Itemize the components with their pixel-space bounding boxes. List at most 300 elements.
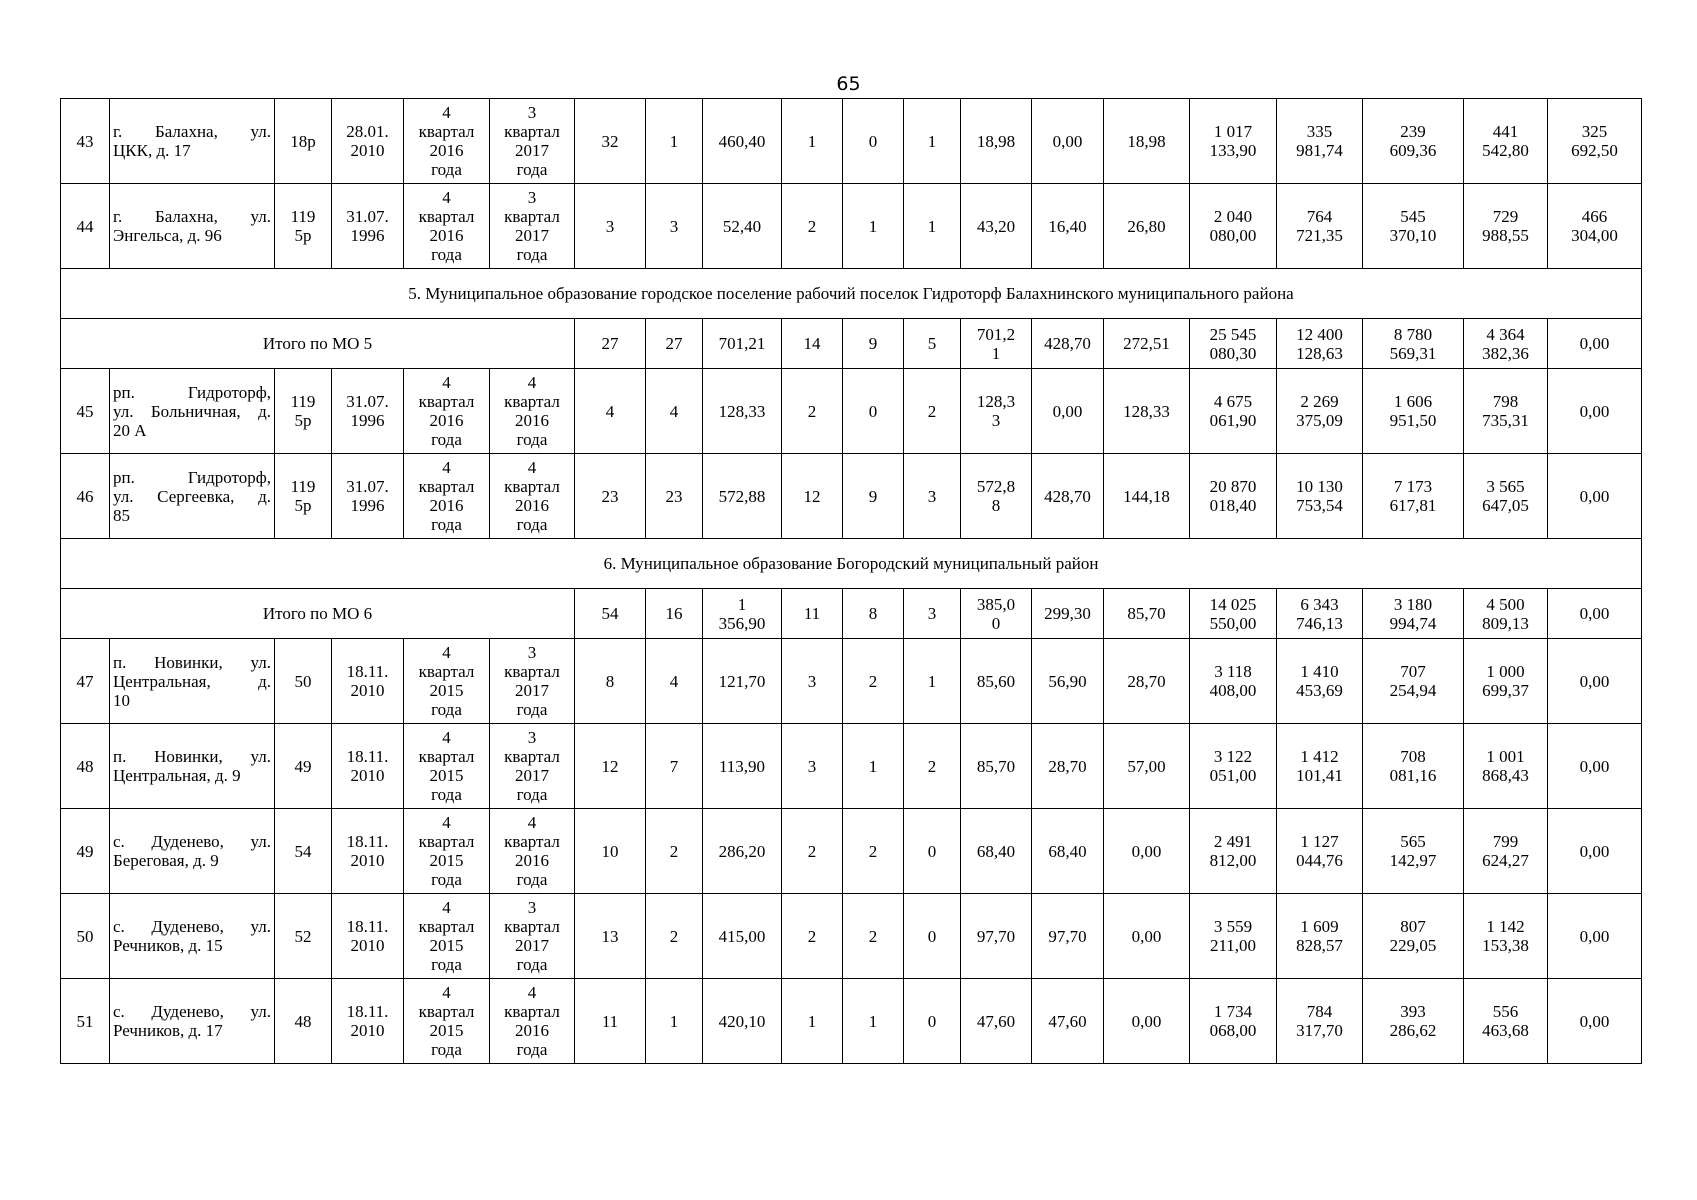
cost-extra-cell [1548, 369, 1642, 454]
cost-total-cell-line: 812,00 [1209, 851, 1257, 870]
planned-end-cell [490, 894, 575, 979]
planned-start-cell-line: 2015 [429, 766, 464, 785]
cost-fund-cell-line: 12 400 [1296, 324, 1343, 344]
planned-end-cell-line: года [516, 870, 548, 889]
flats-municipal-cell-line: 1 [927, 671, 937, 691]
address-cell-line: ул. Сергеевка, д. [113, 486, 271, 506]
flats-municipal-cell [904, 979, 961, 1064]
flats-total-cell-line: 2 [807, 401, 817, 421]
cost-fund-cell-line: 828,57 [1296, 936, 1343, 955]
flats-total-cell [782, 894, 843, 979]
cost-total-cell-line: 4 675 [1213, 392, 1253, 411]
document-date-cell-line: 2010 [350, 766, 385, 785]
cost-region-cell-line: 254,94 [1389, 681, 1437, 700]
planned-start-cell-line: квартал [418, 747, 475, 766]
area-municipal-cell-line: 272,51 [1123, 334, 1170, 353]
residents-total-cell [575, 724, 646, 809]
area-to-relocate-cell [961, 894, 1032, 979]
address-cell [110, 184, 275, 269]
cost-local-cell-line: 4 364 [1486, 324, 1525, 344]
planned-start-cell-line: 4 [442, 813, 451, 832]
area-total-cell-line: 701,21 [718, 334, 766, 353]
flats-private-cell-line: 0 [868, 401, 878, 421]
cost-total-cell [1190, 809, 1277, 894]
planned-start-cell-line: 4 [442, 373, 451, 392]
subtotal-row [61, 589, 1642, 639]
cost-fund-cell-line: 1 127 [1300, 832, 1339, 851]
cost-fund-cell-line: 1 410 [1300, 662, 1339, 681]
residents-relocated-cell [646, 809, 703, 894]
cost-total-cell-line: 080,30 [1209, 343, 1257, 363]
cost-total-cell [1190, 589, 1277, 639]
area-municipal-cell-line: 0,00 [1131, 926, 1162, 946]
cost-extra-cell-line: 692,50 [1571, 141, 1618, 160]
planned-start-cell-line: квартал [418, 122, 475, 141]
residents-relocated-cell-line: 1 [669, 131, 679, 151]
cost-fund-cell [1277, 99, 1363, 184]
area-private-cell [1032, 454, 1104, 539]
area-to-relocate-cell-line: 18,98 [976, 131, 1016, 151]
planned-end-cell-line: квартал [504, 477, 560, 496]
area-municipal-cell [1104, 454, 1190, 539]
flats-municipal-cell-line: 0 [927, 1011, 937, 1031]
area-municipal-cell [1104, 99, 1190, 184]
document-date-cell-line: 18.11. [346, 747, 389, 766]
cost-local-cell-line: 868,43 [1482, 766, 1529, 785]
table-row [61, 894, 1642, 979]
row-number-cell [61, 809, 110, 894]
planned-end-cell-line: года [516, 245, 548, 264]
area-to-relocate-cell-line: 8 [991, 496, 1001, 515]
flats-total-cell [782, 184, 843, 269]
document-number-cell [275, 369, 332, 454]
document-number-cell [275, 454, 332, 539]
cost-region-cell-line: 7 173 [1393, 477, 1433, 496]
area-total-cell [703, 724, 782, 809]
area-private-cell [1032, 99, 1104, 184]
cost-local-cell-line: 441 [1492, 122, 1519, 141]
row-number-cell-line: 49 [76, 841, 94, 861]
area-private-cell [1032, 184, 1104, 269]
planned-start-cell-line: 2015 [429, 851, 464, 870]
cost-extra-cell-line: 0,00 [1579, 841, 1610, 861]
cost-region-cell-line: 3 180 [1393, 594, 1433, 614]
cost-region-cell-line: 565 [1400, 832, 1426, 851]
area-total-cell-line: 113,90 [718, 756, 766, 776]
planned-start-cell-line: квартал [418, 662, 475, 681]
cost-local-cell-line: 988,55 [1482, 226, 1529, 245]
address-cell-line: п. Новинки, ул. [113, 747, 271, 766]
cost-region-cell [1363, 454, 1464, 539]
document-date-cell-line: 1996 [350, 496, 385, 515]
area-private-cell-line: 299,30 [1044, 604, 1091, 623]
area-to-relocate-cell-line: 128,3 [976, 392, 1016, 411]
area-total-cell [703, 369, 782, 454]
area-private-cell [1032, 589, 1104, 639]
cost-total-cell [1190, 639, 1277, 724]
planned-end-cell-line: 4 [527, 813, 537, 832]
planned-start-cell-line: года [431, 955, 462, 974]
table-row [61, 639, 1642, 724]
planned-end-cell-line: года [516, 1040, 548, 1059]
area-private-cell [1032, 369, 1104, 454]
area-to-relocate-cell-line: 572,8 [976, 477, 1016, 496]
cost-total-cell [1190, 319, 1277, 369]
cost-fund-cell [1277, 809, 1363, 894]
residents-relocated-cell-line: 23 [665, 486, 683, 506]
flats-total-cell [782, 319, 843, 369]
area-to-relocate-cell [961, 809, 1032, 894]
flats-municipal-cell [904, 369, 961, 454]
area-municipal-cell-line: 144,18 [1123, 486, 1170, 506]
address-cell-line: рп. Гидроторф, [113, 467, 271, 487]
subtotal-label [61, 319, 575, 369]
planned-end-cell [490, 454, 575, 539]
area-total-cell-line: 121,70 [718, 671, 766, 691]
flats-private-cell-line: 1 [868, 756, 878, 776]
area-private-cell [1032, 809, 1104, 894]
subtotal-row [61, 319, 1642, 369]
cost-region-cell-line: 807 [1400, 917, 1426, 936]
address-cell [110, 454, 275, 539]
cost-region-cell-line: 617,81 [1389, 496, 1437, 515]
page-number: 65 [836, 73, 861, 95]
cost-extra-cell-line: 0,00 [1579, 671, 1610, 691]
flats-total-cell-line: 3 [807, 756, 817, 776]
planned-end-cell-line: 2017 [515, 766, 549, 785]
planned-end-cell [490, 369, 575, 454]
address-cell [110, 99, 275, 184]
flats-municipal-cell [904, 894, 961, 979]
planned-end-cell-line: года [516, 430, 548, 449]
document-number-cell [275, 724, 332, 809]
document-date-cell-line: 18.11. [346, 832, 389, 851]
cost-local-cell [1464, 99, 1548, 184]
document-date-cell-line: 1996 [350, 226, 385, 245]
flats-total-cell-line: 14 [803, 334, 821, 353]
planned-start-cell [404, 894, 490, 979]
flats-municipal-cell [904, 184, 961, 269]
address-cell-line: Речников, д. 17 [113, 1021, 223, 1040]
planned-start-cell-line: 4 [442, 983, 451, 1002]
residents-total-cell-line: 13 [601, 926, 619, 946]
cost-region-cell-line: 081,16 [1389, 766, 1437, 785]
planned-start-cell-line: года [431, 160, 462, 179]
cost-local-cell-line: 1 142 [1486, 917, 1525, 936]
residents-total-cell-line: 4 [605, 401, 615, 421]
cost-local-cell-line: 735,31 [1482, 411, 1529, 430]
document-number-cell [275, 894, 332, 979]
document-date-cell-line: 28.01. [346, 122, 389, 141]
cost-local-cell-line: 382,36 [1482, 343, 1529, 363]
section-title [61, 539, 1642, 589]
planned-start-cell-line: 4 [442, 898, 451, 917]
document-number-cell [275, 639, 332, 724]
cost-local-cell-line: 699,37 [1482, 681, 1529, 700]
cost-extra-cell [1548, 639, 1642, 724]
document-date-cell-line: 31.07. [346, 392, 389, 411]
cost-total-cell-line: 051,00 [1209, 766, 1257, 785]
residents-total-cell [575, 184, 646, 269]
flats-municipal-cell-line: 2 [927, 401, 937, 421]
cost-fund-cell [1277, 319, 1363, 369]
document-date-cell-line: 18.11. [346, 1002, 389, 1021]
planned-end-cell-line: 2016 [515, 496, 549, 515]
document-number-cell-line: 54 [294, 841, 312, 861]
planned-start-cell-line: 2016 [429, 496, 464, 515]
cost-region-cell [1363, 979, 1464, 1064]
flats-total-cell-line: 2 [807, 216, 817, 236]
address-cell [110, 724, 275, 809]
residents-total-cell-line: 12 [601, 756, 619, 776]
flats-total-cell [782, 724, 843, 809]
document-number-cell-line: 119 [290, 207, 316, 226]
cost-local-cell-line: 4 500 [1486, 594, 1525, 614]
cost-total-cell-line: 133,90 [1209, 141, 1257, 160]
table-row [61, 184, 1642, 269]
cost-fund-cell [1277, 369, 1363, 454]
address-cell-line: 10 [113, 690, 130, 710]
residents-relocated-cell-line: 2 [669, 841, 679, 861]
cost-total-cell [1190, 894, 1277, 979]
address-cell-line: с. Дуденево, ул. [113, 917, 271, 936]
cost-local-cell-line: 153,38 [1482, 936, 1529, 955]
flats-municipal-cell-line: 1 [927, 131, 937, 151]
planned-end-cell-line: года [516, 785, 548, 804]
residents-relocated-cell-line: 2 [669, 926, 679, 946]
cost-total-cell-line: 550,00 [1209, 613, 1257, 633]
planned-start-cell-line: года [431, 785, 462, 804]
planned-start-cell-line: 4 [442, 103, 451, 122]
cost-extra-cell [1548, 809, 1642, 894]
cost-region-cell [1363, 589, 1464, 639]
document-number-cell-line: 5р [294, 411, 312, 430]
cost-region-cell [1363, 369, 1464, 454]
area-private-cell-line: 16,40 [1048, 216, 1087, 236]
cost-fund-cell-line: 753,54 [1296, 496, 1343, 515]
flats-total-cell-line: 2 [807, 841, 817, 861]
cost-local-cell [1464, 454, 1548, 539]
area-total-cell-line: 356,90 [718, 613, 766, 633]
cost-local-cell-line: 799 [1492, 832, 1519, 851]
cost-region-cell-line: 239 [1400, 122, 1426, 141]
cost-local-cell [1464, 979, 1548, 1064]
planned-start-cell-line: 2015 [429, 936, 464, 955]
area-total-cell [703, 184, 782, 269]
flats-municipal-cell [904, 454, 961, 539]
address-cell [110, 979, 275, 1064]
cost-region-cell-line: 370,10 [1389, 226, 1437, 245]
address-cell [110, 369, 275, 454]
cost-local-cell-line: 1 001 [1486, 747, 1525, 766]
document-date-cell [332, 184, 404, 269]
planned-start-cell-line: 2016 [429, 226, 464, 245]
row-number-cell-line: 46 [76, 486, 94, 506]
cost-local-cell-line: 798 [1492, 392, 1519, 411]
flats-private-cell [843, 809, 904, 894]
row-number-cell [61, 979, 110, 1064]
residents-relocated-cell-line: 1 [669, 1011, 679, 1031]
area-to-relocate-cell [961, 319, 1032, 369]
residents-relocated-cell [646, 589, 703, 639]
address-cell-line: 20 А [113, 420, 147, 440]
cost-extra-cell-line: 0,00 [1579, 1011, 1610, 1031]
cost-local-cell [1464, 369, 1548, 454]
table-row [61, 979, 1642, 1064]
cost-local-cell-line: 647,05 [1482, 496, 1529, 515]
flats-total-cell [782, 369, 843, 454]
cost-extra-cell-line: 0,00 [1579, 604, 1610, 623]
area-total-cell [703, 589, 782, 639]
table-body [61, 99, 1642, 1064]
row-number-cell [61, 99, 110, 184]
area-to-relocate-cell-line: 47,60 [976, 1011, 1016, 1031]
cost-local-cell [1464, 894, 1548, 979]
cost-fund-cell-line: 453,69 [1296, 681, 1343, 700]
area-total-cell [703, 99, 782, 184]
area-private-cell-line: 28,70 [1048, 756, 1087, 776]
address-cell-line: Энгельса, д. 96 [113, 226, 222, 245]
area-private-cell [1032, 724, 1104, 809]
address-cell-line: Центральная, д. [113, 671, 271, 691]
area-municipal-cell-line: 85,70 [1127, 604, 1166, 623]
cost-region-cell-line: 994,74 [1389, 613, 1437, 633]
planned-end-cell-line: 2016 [515, 851, 549, 870]
flats-total-cell-line: 1 [807, 131, 817, 151]
planned-end-cell-line: 3 [527, 898, 537, 917]
residents-relocated-cell [646, 724, 703, 809]
area-private-cell [1032, 979, 1104, 1064]
planned-end-cell-line: 2016 [515, 411, 549, 430]
address-cell-line: с. Дуденево, ул. [113, 832, 271, 851]
address-cell-line: с. Дуденево, ул. [113, 1002, 271, 1021]
row-number-cell-line: 44 [76, 216, 94, 236]
residents-total-cell-line: 3 [605, 216, 615, 236]
flats-private-cell [843, 979, 904, 1064]
flats-total-cell-line: 12 [803, 486, 821, 506]
cost-total-cell-line: 080,00 [1209, 226, 1257, 245]
cost-fund-cell-line: 784 [1306, 1002, 1333, 1021]
residents-total-cell [575, 894, 646, 979]
row-number-cell-line: 50 [76, 926, 94, 946]
flats-total-cell [782, 454, 843, 539]
row-number-cell [61, 184, 110, 269]
housing-register-table [60, 98, 1642, 1064]
address-cell-line: п. Новинки, ул. [113, 652, 271, 672]
planned-end-cell-line: квартал [504, 392, 560, 411]
document-number-cell-line: 52 [294, 926, 312, 946]
cost-extra-cell [1548, 99, 1642, 184]
area-to-relocate-cell-line: 385,0 [976, 594, 1016, 614]
planned-end-cell-line: 3 [527, 103, 537, 122]
area-to-relocate-cell-line: 0 [991, 613, 1001, 633]
table-row [61, 369, 1642, 454]
address-cell-line: Береговая, д. 9 [113, 851, 219, 870]
planned-end-cell [490, 639, 575, 724]
cost-local-cell [1464, 184, 1548, 269]
document-date-cell-line: 2010 [350, 141, 385, 160]
planned-start-cell [404, 99, 490, 184]
cost-fund-cell-line: 375,09 [1296, 411, 1343, 430]
flats-municipal-cell-line: 1 [927, 216, 937, 236]
planned-end-cell-line: 2017 [515, 936, 549, 955]
document-date-cell-line: 18.11. [346, 662, 389, 681]
area-total-cell [703, 809, 782, 894]
table-row [61, 724, 1642, 809]
planned-end-cell-line: 2017 [515, 226, 549, 245]
cost-total-cell-line: 14 025 [1209, 594, 1257, 614]
planned-end-cell-line: года [516, 160, 548, 179]
document-number-cell [275, 184, 332, 269]
section-title-line: 5. Муниципальное образование городское поселение рабочий поселок Гидроторф Балахнинского муниципального района [408, 284, 1294, 303]
area-municipal-cell-line: 128,33 [1123, 401, 1170, 421]
document-date-cell [332, 369, 404, 454]
flats-municipal-cell-line: 3 [927, 486, 937, 506]
cost-total-cell-line: 068,00 [1209, 1021, 1257, 1040]
residents-relocated-cell-line: 4 [669, 671, 679, 691]
area-total-cell [703, 639, 782, 724]
cost-total-cell [1190, 184, 1277, 269]
residents-total-cell [575, 589, 646, 639]
flats-private-cell-line: 2 [868, 841, 878, 861]
cost-extra-cell [1548, 319, 1642, 369]
residents-total-cell [575, 639, 646, 724]
planned-start-cell-line: года [431, 1040, 462, 1059]
flats-municipal-cell [904, 639, 961, 724]
cost-region-cell-line: 286,62 [1389, 1021, 1437, 1040]
cost-local-cell-line: 624,27 [1482, 851, 1529, 870]
residents-total-cell-line: 8 [605, 671, 615, 691]
planned-end-cell-line: квартал [504, 747, 560, 766]
area-private-cell-line: 97,70 [1048, 926, 1087, 946]
area-private-cell-line: 0,00 [1052, 131, 1083, 151]
document-date-cell [332, 454, 404, 539]
planned-start-cell-line: квартал [418, 207, 475, 226]
flats-total-cell [782, 979, 843, 1064]
residents-relocated-cell-line: 7 [669, 756, 679, 776]
planned-end-cell-line: года [516, 955, 548, 974]
cost-total-cell-line: 3 559 [1213, 917, 1253, 936]
cost-local-cell-line: 556 [1492, 1002, 1519, 1021]
residents-total-cell [575, 369, 646, 454]
flats-municipal-cell-line: 0 [927, 926, 937, 946]
residents-total-cell-line: 27 [601, 334, 619, 353]
cost-total-cell-line: 2 491 [1213, 832, 1253, 851]
cost-total-cell [1190, 369, 1277, 454]
planned-start-cell-line: квартал [418, 392, 475, 411]
document-number-cell-line: 50 [294, 671, 312, 691]
planned-end-cell-line: 3 [527, 188, 537, 207]
flats-total-cell-line: 11 [803, 604, 821, 623]
flats-total-cell-line: 2 [807, 926, 817, 946]
flats-municipal-cell-line: 5 [927, 334, 937, 353]
subtotal-label-line: Итого по МО 6 [262, 604, 373, 623]
document-date-cell [332, 724, 404, 809]
subtotal-label [61, 589, 575, 639]
planned-start-cell [404, 809, 490, 894]
cost-local-cell-line: 1 000 [1486, 662, 1525, 681]
area-total-cell-line: 1 [737, 594, 747, 614]
planned-start-cell-line: квартал [418, 832, 475, 851]
document-number-cell-line: 49 [294, 756, 312, 776]
area-to-relocate-cell-line: 1 [991, 343, 1001, 363]
planned-end-cell [490, 184, 575, 269]
planned-end-cell-line: 4 [527, 458, 537, 477]
cost-local-cell [1464, 589, 1548, 639]
cost-total-cell [1190, 724, 1277, 809]
planned-start-cell [404, 979, 490, 1064]
planned-end-cell [490, 99, 575, 184]
